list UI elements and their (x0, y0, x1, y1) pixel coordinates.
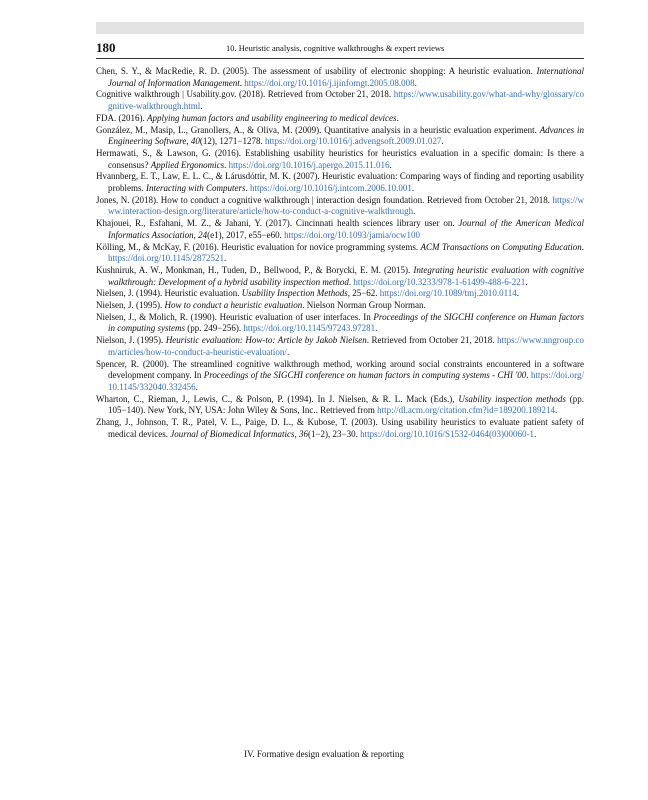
reference-source: Journal of the American Medical Informatics Association, 24 (108, 218, 584, 240)
reference-list (96, 66, 584, 441)
reference-end: . (286, 346, 290, 357)
reference-details: (12), 1271−1278. (199, 136, 265, 147)
reference-details: . (245, 183, 250, 194)
reference-end: . (413, 206, 416, 217)
reference-source: Usability inspection methods (458, 393, 566, 404)
reference-text: Wharton, C., Rieman, J., Lewis, C., & Polson, P. (1994). In J. Nielsen, & R. L. Mack (Eds.), (96, 393, 459, 404)
reference-source: Usability Inspection Methods (241, 288, 348, 299)
reference-text: Spencer, R. (2000). The streamlined cognitive walkthrough method, working around social constraints encountered in a software development company. In (96, 358, 584, 381)
reference-link[interactable]: https://doi.org/10.1016/j.intcom.2006.10.001 (250, 183, 412, 194)
reference-link[interactable]: https://doi.org/10.1093/jamia/ocw100 (284, 229, 420, 240)
reference-text: Jones, N. (2018). How to conduct a cognitive walkthrough | interaction design foundation. Retrieved from October 21, 2018. (96, 194, 553, 205)
reference-entry (96, 417, 584, 440)
page-number: 180 (96, 40, 116, 55)
reference-entry (96, 171, 584, 194)
reference-details: . (224, 159, 229, 170)
reference-end: . (389, 159, 392, 170)
reference-details: , 25−62. (347, 288, 380, 299)
reference-entry (96, 148, 584, 171)
reference-text: Kölling, M., & McKay, F. (2016). Heuristic evaluation for novice programming systems. (96, 241, 421, 252)
reference-end: . (195, 381, 198, 392)
reference-text: Nielsen, J. (1994). Heuristic evaluation. (96, 288, 242, 299)
reference-details: . (526, 370, 531, 381)
reference-source: Applied Ergonomics (150, 159, 225, 170)
reference-entry (96, 195, 584, 218)
reference-source: Heuristic evaluation: How-to: Article by Jakob Nielsen (165, 335, 367, 346)
reference-text: Khajouei, R., Esfahani, M. Z., & Jahani, Y. (2017). Cincinnati health sciences library user on. (96, 218, 459, 229)
reference-source: Proceedings of the SIGCHI conference on human factors in computing systems - CHI '00 (203, 370, 527, 381)
reference-end: . (411, 183, 415, 194)
reference-end: . (200, 101, 203, 112)
reference-entry (96, 312, 584, 335)
reference-entry (96, 335, 584, 358)
reference-details: . (348, 276, 354, 287)
reference-text: Kushniruk, A. W., Monkman, H., Tuden, D., Bellwood, P., & Borycki, E. M. (2015). (96, 264, 414, 275)
reference-source: Proceedings of the SIGCHI conference on Human factors in computing systems (108, 311, 584, 334)
reference-end: . (555, 405, 558, 416)
top-gray-band (96, 22, 584, 34)
reference-end: . (414, 77, 417, 88)
reference-link[interactable]: https://www.nngroup.com/articles/how-to-conduct-a-heuristic-evaluation/ (108, 335, 584, 357)
reference-text: Hermawati, S., & Lawson, G. (2016). Establishing usability heuristics for heuristics evaluation in a specific domain: Is there a consensus? (96, 147, 584, 170)
reference-text: FDA. (2016). (96, 112, 147, 123)
reference-entry (96, 125, 584, 148)
reference-source: Applying human factors and usability engineering to medical devices (147, 112, 397, 123)
reference-text: Hvannberg, E. T., Law, E. L. C., & Lárusdóttir, M. K. (2007). Heuristic evaluation: Comparing ways of finding and reporting usability problems. (96, 171, 584, 194)
reference-link[interactable]: https://doi.org/10.1145/2872521 (108, 253, 225, 264)
reference-entry (96, 242, 584, 265)
reference-details: . Retrieved from October 21, 2018. (366, 335, 498, 346)
reference-link[interactable]: https://doi.org/10.3233/978-1-61499-488-6-221 (353, 276, 526, 287)
reference-link[interactable]: http://dl.acm.org/citation.cfm?id=189200.189214 (377, 405, 556, 416)
reference-link[interactable]: https://doi.org/10.1016/j.apergo.2015.11.016 (228, 159, 390, 170)
reference-end: . (516, 288, 520, 299)
page-footer: IV. Formative design evaluation & reporting (244, 749, 404, 759)
reference-end: . (375, 323, 378, 334)
reference-source: Journal of Biomedical Informatics, 36 (170, 428, 308, 439)
reference-source: Interacting with Computers (146, 183, 246, 194)
reference-details: . (581, 241, 584, 252)
reference-link[interactable]: https://doi.org/10.1089/tmj.2010.0114 (379, 288, 517, 299)
reference-entry (96, 66, 584, 89)
reference-text: Zhang, J., Johnson, T. R., Patel, V. L., Paige, D. L., & Kubose, T. (2003). Using usability heuristics to evaluate patient safety of medical devices. (96, 417, 584, 439)
reference-source: Advances in Engineering Software, 40 (108, 124, 584, 147)
reference-text: Cognitive walkthrough | Usability.gov. (2018). Retrieved from October 21, 2018. (96, 89, 394, 100)
reference-text: Nielson, J. (1995). (96, 335, 166, 346)
reference-entry (96, 359, 584, 394)
reference-text: Nielsen, J. (1995). (96, 300, 165, 311)
reference-entry (96, 218, 584, 241)
reference-details: (pp. 249−256). (185, 323, 244, 334)
reference-source: How to conduct a heuristic evaluation (164, 300, 303, 311)
reference-link[interactable]: https://doi.org/10.1016/j.ijinfomgt.2005.08.008 (244, 77, 415, 88)
reference-source: Integrating heuristic evaluation with cognitive walkthrough: Development of a hybrid usability inspection method (108, 264, 584, 287)
reference-details: . (396, 112, 399, 123)
reference-source: ACM Transactions on Computing Education (420, 241, 582, 252)
reference-details: (e1), 2017, e55−e60. (207, 229, 285, 240)
reference-details: . (239, 77, 245, 88)
reference-link[interactable]: https://doi.org/10.1145/332040.332456 (108, 370, 585, 392)
running-head: 10. Heuristic analysis, cognitive walkthroughs & expert reviews (226, 43, 445, 53)
reference-link[interactable]: https://doi.org/10.1145/97243.97281 (243, 323, 376, 334)
reference-details: (1−2), 23−30. (307, 428, 361, 439)
reference-link[interactable]: https://doi.org/10.1016/S1532-0464(03)00060-1 (360, 428, 534, 439)
reference-entry (96, 113, 584, 125)
reference-text: González, M., Masip, L., Granollers, A., & Oliva, M. (2009). Quantitative analysis in a heuristic evaluation experiment. (96, 124, 540, 135)
reference-link[interactable]: https://doi.org/10.1016/j.advengsoft.2009.01.027 (265, 136, 442, 147)
reference-end: . (441, 136, 444, 147)
reference-source: International Journal of Information Management (108, 66, 584, 88)
reference-details: (pp. 105−140). New York, NY, USA: John Wiley & Sons, Inc.. Retrieved from (108, 393, 584, 416)
reference-end: . (224, 253, 227, 264)
reference-entry (96, 394, 584, 417)
reference-end: . (533, 428, 537, 439)
reference-text: Nielsen, J., & Molich, R. (1990). Heuristic evaluation of user interfaces. In (96, 311, 374, 322)
reference-entry (96, 300, 584, 312)
reference-entry (96, 288, 584, 300)
reference-text: Chen, S. Y., & MacRedie, R. D. (2005). The assessment of usability of electronic shopping: A heuristic evaluation. (96, 66, 537, 76)
reference-details: . Nielson Norman Group Norman. (302, 300, 426, 311)
reference-end: . (525, 276, 528, 287)
reference-link[interactable]: https://www.interaction-design.org/literature/article/how-to-conduct-a-cognitive-walkthrough (108, 194, 584, 217)
page-header (96, 40, 584, 59)
reference-entry (96, 265, 584, 288)
reference-entry (96, 89, 584, 112)
reference-link[interactable]: https://www.usability.gov/what-and-why/glossary/cognitive-walkthrough.html (108, 89, 584, 112)
